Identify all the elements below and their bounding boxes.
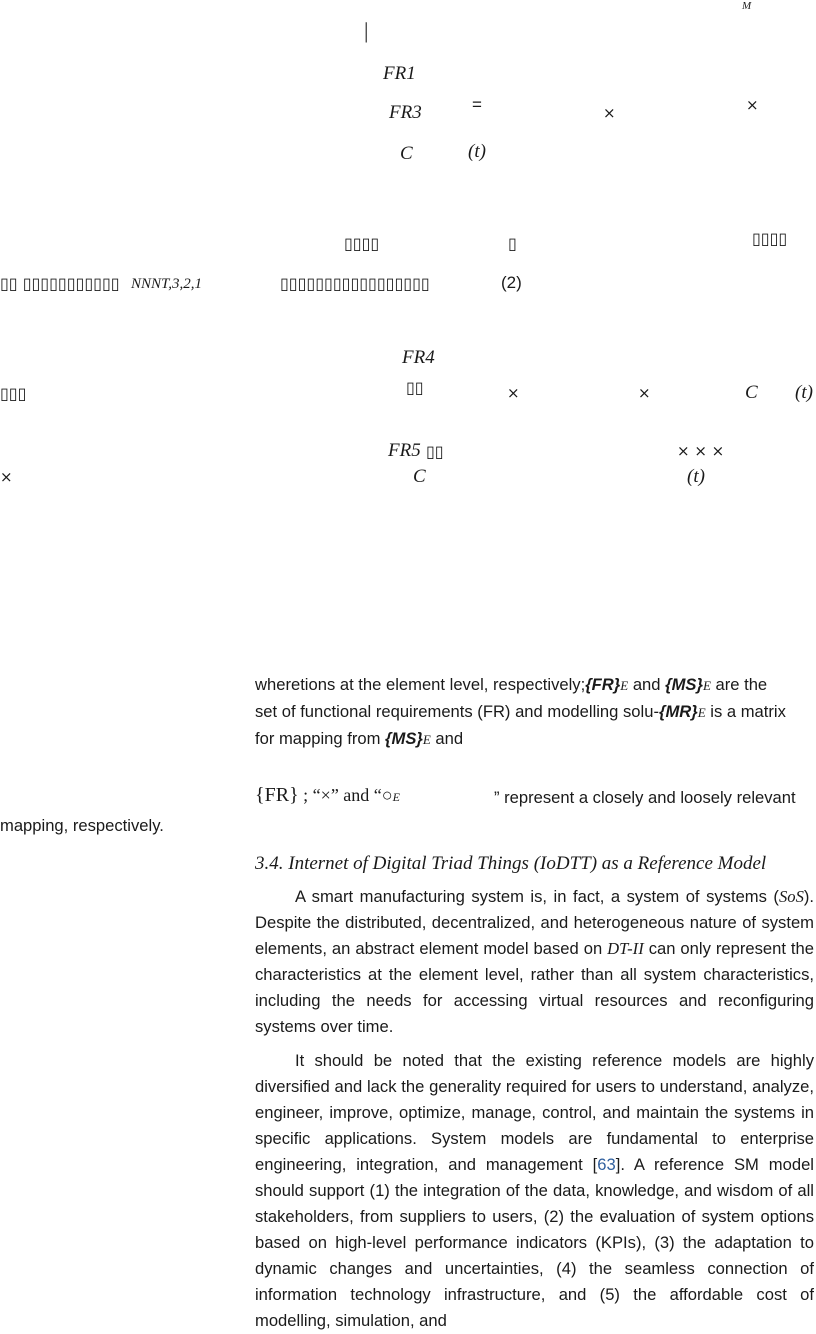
eq-c2: C [413, 466, 426, 487]
eq-mid-times-1: × [507, 384, 520, 402]
mapping-respectively: mapping, respectively. [0, 816, 164, 835]
citation-63[interactable]: 63 [597, 1155, 616, 1174]
eq-mid-paren-t: (t) [795, 382, 813, 403]
where-line1-text: wheretions at the element level, respectively; [255, 675, 586, 694]
glyph-mid-center: ▯▯ [406, 378, 424, 397]
mr-subscript-e: E [697, 705, 706, 720]
where-line4 [255, 784, 400, 807]
glyph-fr5: ▯▯ [426, 442, 444, 461]
p2-text-a: It should be noted that the existing reference models are highly diversified and lack the generality required for users to understand, analyze, engineer, improve, optimize, manage, control, and maintain the systems in specific applications. System models are fundamental to enterprise engineering, integration, and management [ [255, 1051, 814, 1174]
p1-text-a: A smart manufacturing system is, in fact, a system of systems ( [295, 887, 779, 906]
glyph-mid-left: ▯▯▯ [0, 384, 27, 403]
where-and: and [628, 675, 666, 694]
eq-mid-c: C [745, 382, 758, 403]
eq-equals: = [472, 95, 482, 114]
fr-set-symbol: {FR} [585, 675, 621, 694]
glyph-row1-right: ▯▯▯▯ [752, 229, 788, 248]
eq-c: C [400, 143, 413, 164]
eq-nnt: NNNT,3,2,1 [131, 276, 202, 292]
section-heading: 3.4. Internet of Digital Triad Things (IoDTT) as a Reference Model [255, 853, 767, 874]
eq-left-times: × [0, 468, 13, 486]
where-line2-end: is a matrix [705, 702, 786, 721]
eq-times-1: × [603, 104, 616, 122]
eq-mid-times-2: × [638, 384, 651, 402]
glyph-row1-mid: ▯ [508, 234, 517, 253]
p1-text-c: can only represent the characteristics at the element level, rather than all system characteristics, including the needs for accessing virtual resources and reconfiguring systems over time. [255, 939, 814, 1036]
equation-number: (2) [501, 273, 522, 292]
p1-text-b: ). Despite the distributed, decentralized, and heterogeneous nature of system elements, an abstract element model based on [255, 887, 814, 958]
p1-sos: SoS [778, 887, 804, 906]
where-line3-text: for mapping from [255, 729, 386, 748]
glyph-row1-left: ▯▯▯▯ [344, 234, 380, 253]
where-line4-mid: ; “×” and “○ [298, 785, 393, 805]
fr-subscript-e: E [620, 678, 629, 693]
where-line4-end: ” represent a closely and loosely relevant [494, 788, 796, 807]
paragraph-2 [255, 1048, 814, 1334]
eq-triple-times: × × × [677, 442, 725, 460]
ms-subscript-e-2: E [422, 732, 431, 747]
glyph-row2-mid: ▯▯▯▯▯▯▯▯▯▯▯▯▯▯▯▯▯ [280, 274, 430, 293]
ms-set-symbol-2: {MS} [385, 729, 423, 748]
bracket-bar: | [364, 18, 369, 43]
eq-paren-t: (t) [468, 141, 486, 162]
section-body [255, 884, 814, 1334]
where-paragraph [255, 672, 814, 753]
eq-times-2: × [746, 96, 759, 114]
eq-fr1: FR1 [383, 63, 416, 84]
ms-subscript-e: E [702, 678, 711, 693]
where-line2-text: set of functional requirements (FR) and modelling solu- [255, 702, 659, 721]
glyph-row2-left: ▯▯ ▯▯▯▯▯▯▯▯▯▯▯ [0, 274, 120, 293]
p1-dt-ii: DT-II [607, 939, 644, 958]
circle-subscript-e: E [392, 790, 400, 804]
ms-set-symbol: {MS} [665, 675, 703, 694]
eq-paren-t2: (t) [687, 466, 705, 487]
eq-fr5: FR5 [388, 440, 421, 461]
where-line3-end: and [430, 729, 464, 748]
eq-fr3: FR3 [389, 102, 422, 123]
fr-set-plain: {FR} [255, 784, 299, 806]
p2-text-b: ]. A reference SM model should support (1) the integration of the data, knowledge, and wisdom of all stakeholders, from suppliers to users, (2) the evaluation of system options based on high-level performance indicators (KPIs), (3) the adaptation to dynamic changes and uncertainties, (4) the seamless connection of information technology infrastructure, and (5) the affordable cost of modelling, simulation, and [255, 1155, 814, 1330]
where-line1-end: are the [710, 675, 768, 694]
paragraph-1 [255, 884, 814, 1040]
mr-set-symbol: {MR} [658, 702, 698, 721]
superscript-m: M [742, 0, 752, 12]
eq-fr4: FR4 [402, 347, 435, 368]
